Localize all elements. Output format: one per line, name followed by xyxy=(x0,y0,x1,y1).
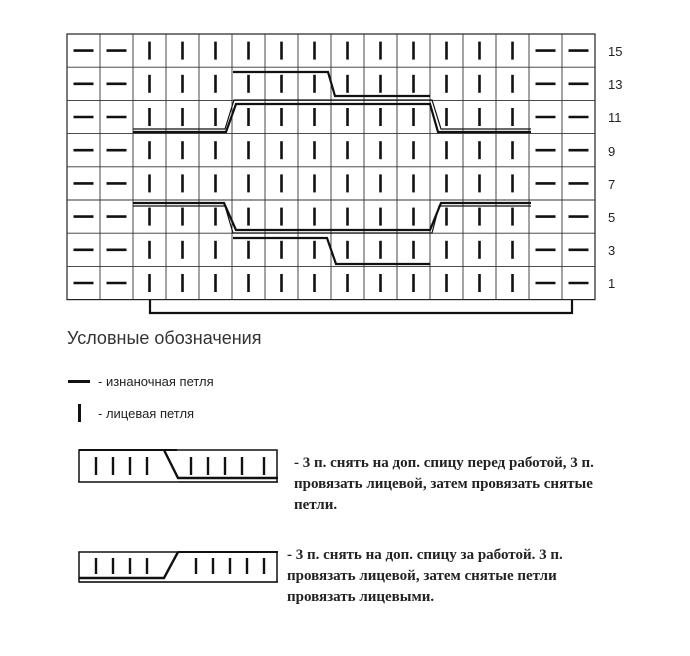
legend-knit-label: - лицевая петля xyxy=(98,405,195,421)
chart-grid xyxy=(67,34,595,300)
cable-line-row13 xyxy=(233,72,430,96)
cable-line-row3 xyxy=(233,238,430,264)
legend-purl xyxy=(68,371,214,391)
row-numbers xyxy=(608,44,622,291)
cable-front-description: - 3 п. снять на доп. спицу перед работой, 3 п. провязать лицевой, затем провязать снятые петли. xyxy=(294,455,594,513)
row-number-13: 13 xyxy=(608,77,623,92)
row-number-9: 9 xyxy=(608,144,616,159)
row-number-15: 15 xyxy=(608,44,623,59)
row-number-5: 5 xyxy=(608,210,616,225)
row-number-11: 11 xyxy=(608,110,622,125)
purl-stitch-icon xyxy=(68,380,90,383)
legend-purl-label: - изнаночная петля xyxy=(98,373,214,389)
row-number-7: 7 xyxy=(608,177,616,192)
row-number-1: 1 xyxy=(608,276,616,291)
cable-line-row11-outer xyxy=(133,104,531,132)
legend-title: Условные обозначения xyxy=(67,328,262,348)
row-number-3: 3 xyxy=(608,243,616,258)
knit-stitch-icon xyxy=(78,404,81,422)
cable-back-description: - 3 п. снять на доп. спицу за работой. 3 п. провязать лицевой, затем снятые петли провязать лицевыми. xyxy=(287,547,563,605)
cable-line-row5-outer xyxy=(133,203,531,230)
cable-front-symbol-icon xyxy=(78,449,283,487)
repeat-bracket xyxy=(150,300,572,313)
cable-back-symbol-icon xyxy=(78,548,283,586)
legend-knit xyxy=(68,403,194,423)
